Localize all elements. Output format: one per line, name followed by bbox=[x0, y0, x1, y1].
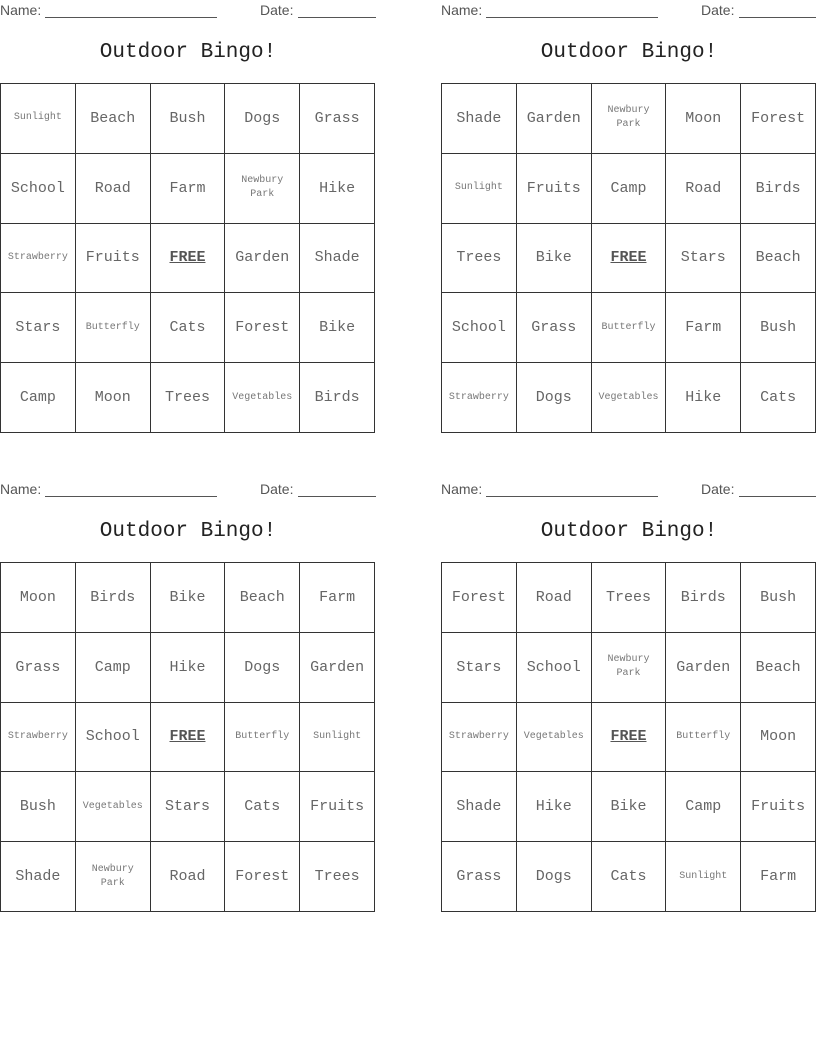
bingo-cell: Bush bbox=[741, 563, 816, 633]
bingo-cell: Camp bbox=[666, 772, 741, 842]
name-label: Name: bbox=[0, 481, 42, 497]
bingo-cell: Dogs bbox=[517, 842, 592, 912]
bingo-cell: Cats bbox=[741, 363, 816, 433]
bingo-cell: Forest bbox=[741, 84, 816, 154]
name-blank-line bbox=[45, 17, 217, 18]
bingo-cell: Grass bbox=[300, 84, 375, 154]
bingo-cell: Vegetables bbox=[592, 363, 667, 433]
bingo-cell: Beach bbox=[76, 84, 151, 154]
bingo-grid bbox=[441, 83, 816, 433]
name-blank-line bbox=[45, 496, 217, 497]
bingo-cell: Strawberry bbox=[442, 703, 517, 773]
bingo-cell: Moon bbox=[741, 703, 816, 773]
bingo-cell: Stars bbox=[1, 293, 76, 363]
bingo-cell: Garden bbox=[225, 224, 300, 294]
bingo-cell: Strawberry bbox=[442, 363, 517, 433]
bingo-cell: Birds bbox=[300, 363, 375, 433]
free-space-cell: FREE bbox=[151, 703, 226, 773]
bingo-cell: Road bbox=[76, 154, 151, 224]
free-space-cell: FREE bbox=[592, 703, 667, 773]
bingo-cell: Strawberry bbox=[1, 703, 76, 773]
name-label: Name: bbox=[441, 481, 483, 497]
date-blank-line bbox=[739, 496, 816, 497]
bingo-cell: Camp bbox=[1, 363, 76, 433]
bingo-cell: Stars bbox=[151, 772, 226, 842]
card-header bbox=[0, 2, 376, 20]
bingo-cell: Butterfly bbox=[592, 293, 667, 363]
bingo-cell: Fruits bbox=[300, 772, 375, 842]
name-blank-line bbox=[486, 17, 658, 18]
bingo-cell: School bbox=[517, 633, 592, 703]
bingo-cell: Moon bbox=[76, 363, 151, 433]
date-label: Date: bbox=[260, 481, 294, 497]
date-blank-line bbox=[298, 496, 376, 497]
bingo-cell: Camp bbox=[592, 154, 667, 224]
bingo-cell: Birds bbox=[666, 563, 741, 633]
free-space-cell: FREE bbox=[592, 224, 667, 294]
bingo-cell: Shade bbox=[1, 842, 76, 912]
bingo-cell: Bush bbox=[741, 293, 816, 363]
card-title: Outdoor Bingo! bbox=[99, 520, 277, 543]
bingo-cell: Cats bbox=[225, 772, 300, 842]
bingo-cell: Beach bbox=[741, 633, 816, 703]
bingo-cell: Road bbox=[517, 563, 592, 633]
bingo-cell: Garden bbox=[517, 84, 592, 154]
bingo-cell: Trees bbox=[442, 224, 517, 294]
bingo-cell: Hike bbox=[517, 772, 592, 842]
name-label: Name: bbox=[0, 2, 42, 18]
bingo-cell: Farm bbox=[666, 293, 741, 363]
bingo-cell: Vegetables bbox=[76, 772, 151, 842]
card-header bbox=[441, 481, 816, 499]
card-title: Outdoor Bingo! bbox=[99, 41, 277, 64]
bingo-cell: Bike bbox=[151, 563, 226, 633]
bingo-cell: Shade bbox=[442, 772, 517, 842]
bingo-cell: Birds bbox=[76, 563, 151, 633]
bingo-cell: Hike bbox=[151, 633, 226, 703]
bingo-cell: Butterfly bbox=[76, 293, 151, 363]
bingo-cell: Sunlight bbox=[666, 842, 741, 912]
bingo-cell: Dogs bbox=[225, 84, 300, 154]
bingo-cell: Camp bbox=[76, 633, 151, 703]
bingo-cell: Grass bbox=[442, 842, 517, 912]
bingo-grid bbox=[0, 562, 375, 912]
bingo-cell: Road bbox=[151, 842, 226, 912]
bingo-cell: Trees bbox=[151, 363, 226, 433]
bingo-cell: Fruits bbox=[76, 224, 151, 294]
bingo-cell: Newbury Park bbox=[592, 633, 667, 703]
bingo-cell: Moon bbox=[1, 563, 76, 633]
bingo-cell: Forest bbox=[442, 563, 517, 633]
bingo-cell: Farm bbox=[741, 842, 816, 912]
bingo-cell: School bbox=[76, 703, 151, 773]
card-header bbox=[441, 2, 816, 20]
date-blank-line bbox=[739, 17, 816, 18]
bingo-cell: Trees bbox=[592, 563, 667, 633]
bingo-cell: Garden bbox=[666, 633, 741, 703]
bingo-grid bbox=[0, 83, 375, 433]
bingo-cell: Newbury Park bbox=[225, 154, 300, 224]
bingo-cell: School bbox=[1, 154, 76, 224]
bingo-cell: Birds bbox=[741, 154, 816, 224]
card-header bbox=[0, 481, 376, 499]
bingo-cell: Newbury Park bbox=[592, 84, 667, 154]
bingo-cell: Stars bbox=[442, 633, 517, 703]
bingo-grid bbox=[441, 562, 816, 912]
date-label: Date: bbox=[260, 2, 294, 18]
bingo-cell: Trees bbox=[300, 842, 375, 912]
bingo-cell: Bush bbox=[151, 84, 226, 154]
name-label: Name: bbox=[441, 2, 483, 18]
bingo-cell: Cats bbox=[592, 842, 667, 912]
bingo-cell: Bush bbox=[1, 772, 76, 842]
bingo-cell: Bike bbox=[300, 293, 375, 363]
card-title: Outdoor Bingo! bbox=[540, 41, 718, 64]
bingo-cell: Grass bbox=[1, 633, 76, 703]
bingo-cell: Farm bbox=[300, 563, 375, 633]
bingo-cell: Sunlight bbox=[442, 154, 517, 224]
bingo-cell: Shade bbox=[442, 84, 517, 154]
card-title: Outdoor Bingo! bbox=[540, 520, 718, 543]
bingo-cell: Forest bbox=[225, 842, 300, 912]
bingo-cell: Bike bbox=[592, 772, 667, 842]
bingo-cell: Hike bbox=[300, 154, 375, 224]
name-blank-line bbox=[486, 496, 658, 497]
bingo-cell: Forest bbox=[225, 293, 300, 363]
bingo-cell: Shade bbox=[300, 224, 375, 294]
bingo-cell: Beach bbox=[741, 224, 816, 294]
bingo-cell: Stars bbox=[666, 224, 741, 294]
bingo-cell: Fruits bbox=[741, 772, 816, 842]
date-blank-line bbox=[298, 17, 376, 18]
bingo-cell: Dogs bbox=[517, 363, 592, 433]
bingo-cell: Beach bbox=[225, 563, 300, 633]
bingo-cell: Cats bbox=[151, 293, 226, 363]
bingo-cell: Sunlight bbox=[1, 84, 76, 154]
bingo-cell: Sunlight bbox=[300, 703, 375, 773]
bingo-cell: Strawberry bbox=[1, 224, 76, 294]
bingo-cell: Butterfly bbox=[225, 703, 300, 773]
bingo-cell: Bike bbox=[517, 224, 592, 294]
bingo-cell: Butterfly bbox=[666, 703, 741, 773]
free-space-cell: FREE bbox=[151, 224, 226, 294]
bingo-cell: Newbury Park bbox=[76, 842, 151, 912]
bingo-cell: Road bbox=[666, 154, 741, 224]
bingo-cell: Vegetables bbox=[517, 703, 592, 773]
bingo-cell: Grass bbox=[517, 293, 592, 363]
bingo-cell: Dogs bbox=[225, 633, 300, 703]
bingo-cell: Moon bbox=[666, 84, 741, 154]
date-label: Date: bbox=[701, 2, 735, 18]
bingo-cell: Hike bbox=[666, 363, 741, 433]
bingo-cell: Garden bbox=[300, 633, 375, 703]
bingo-cell: Farm bbox=[151, 154, 226, 224]
date-label: Date: bbox=[701, 481, 735, 497]
bingo-cell: Vegetables bbox=[225, 363, 300, 433]
bingo-cell: Fruits bbox=[517, 154, 592, 224]
bingo-cell: School bbox=[442, 293, 517, 363]
